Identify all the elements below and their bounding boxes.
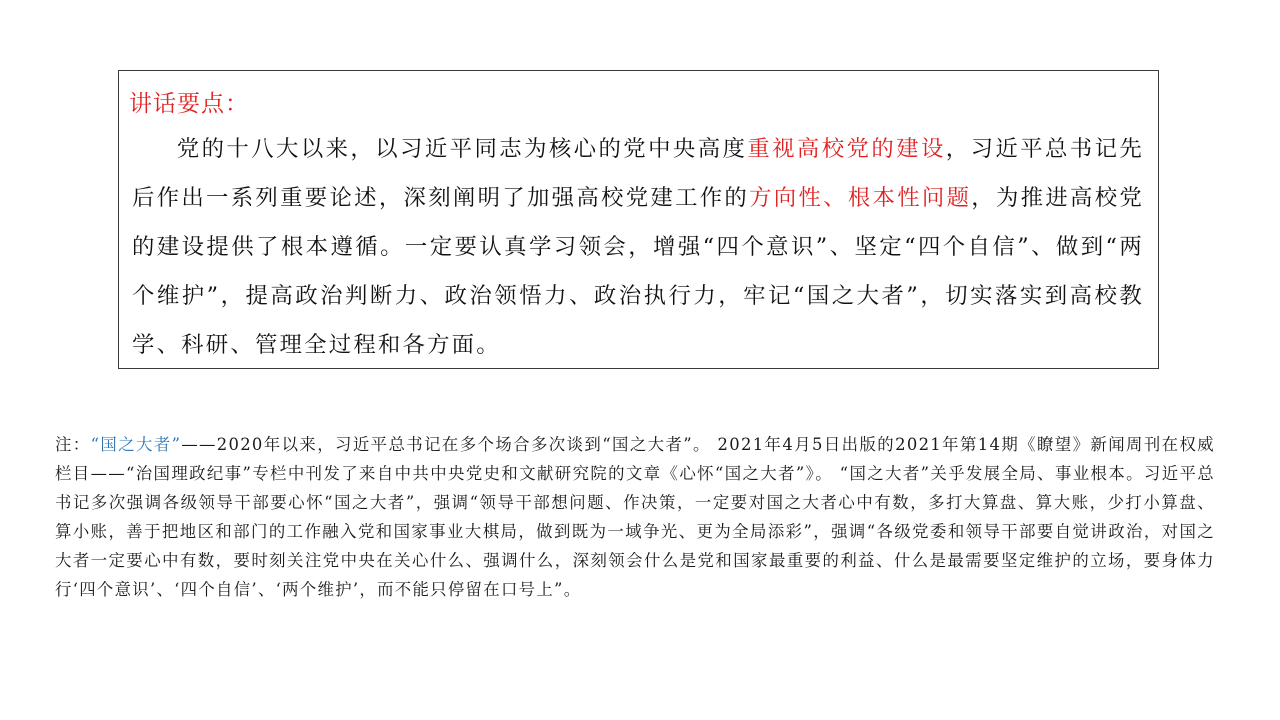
note-text: ——2020年以来，习近平总书记在多个场合多次谈到“国之大者”。 2021年4月5日出版的2021年第14期《瞭望》新闻周刊在权威栏目——“治国理政纪事”专栏中刊发了来自中共中央党史和文献研究院的文章《心怀“国之大者”》。 “国之大者”关乎发展全局、事业根本。习近平总书记多次强调各级领导干部要心怀“国之大者”，强调“领导干部想问题、作决策，一定要对国之大者心中有数，多打大算盘、算大账，少打小算盘、算小账，善于把地区和部门的工作融入党和国家事业大棋局，做到既为一域争光、更为全局添彩”，强调“各级党委和领导干部要自觉讲政治，对国之大者一定要心中有数，要时刻关注党中央在关心什么、强调什么，深刻领会什么是党和国家最重要的利益、什么是最需要坚定维护的立场，要身体力行‘四个意识’、‘四个自信’、‘两个维护’，而不能只停留在口号上”。 [55,435,1215,599]
highlight-party-building: 重视高校党的建设 [747,136,946,162]
key-points-text-1: 党的十八大以来，以习近平同志为核心的党中央高度 [176,136,748,162]
highlight-direction-issues: 方向性、根本性问题 [749,185,972,211]
key-points-box [118,70,1159,369]
note-label: 注： [55,435,91,454]
key-points-paragraph [132,125,1144,370]
note-term: “国之大者” [90,435,182,454]
key-points-text-2: ，习近平总书记先后作出一系列重要论述，深刻阐明了加强高校党建工作的 [132,136,1144,211]
note-paragraph [55,430,1215,604]
key-points-text-3: ，为推进高校党的建设提供了根本遵循。一定要认真学习领会，增强“四个意识”、坚定“四个自信”、做到“两个维护”，提高政治判断力、政治领悟力、政治执行力，牢记“国之大者”，切实落实到高校教学、科研、管理全过程和各方面。 [132,185,1144,358]
key-points-title: 讲话要点： [129,91,249,117]
